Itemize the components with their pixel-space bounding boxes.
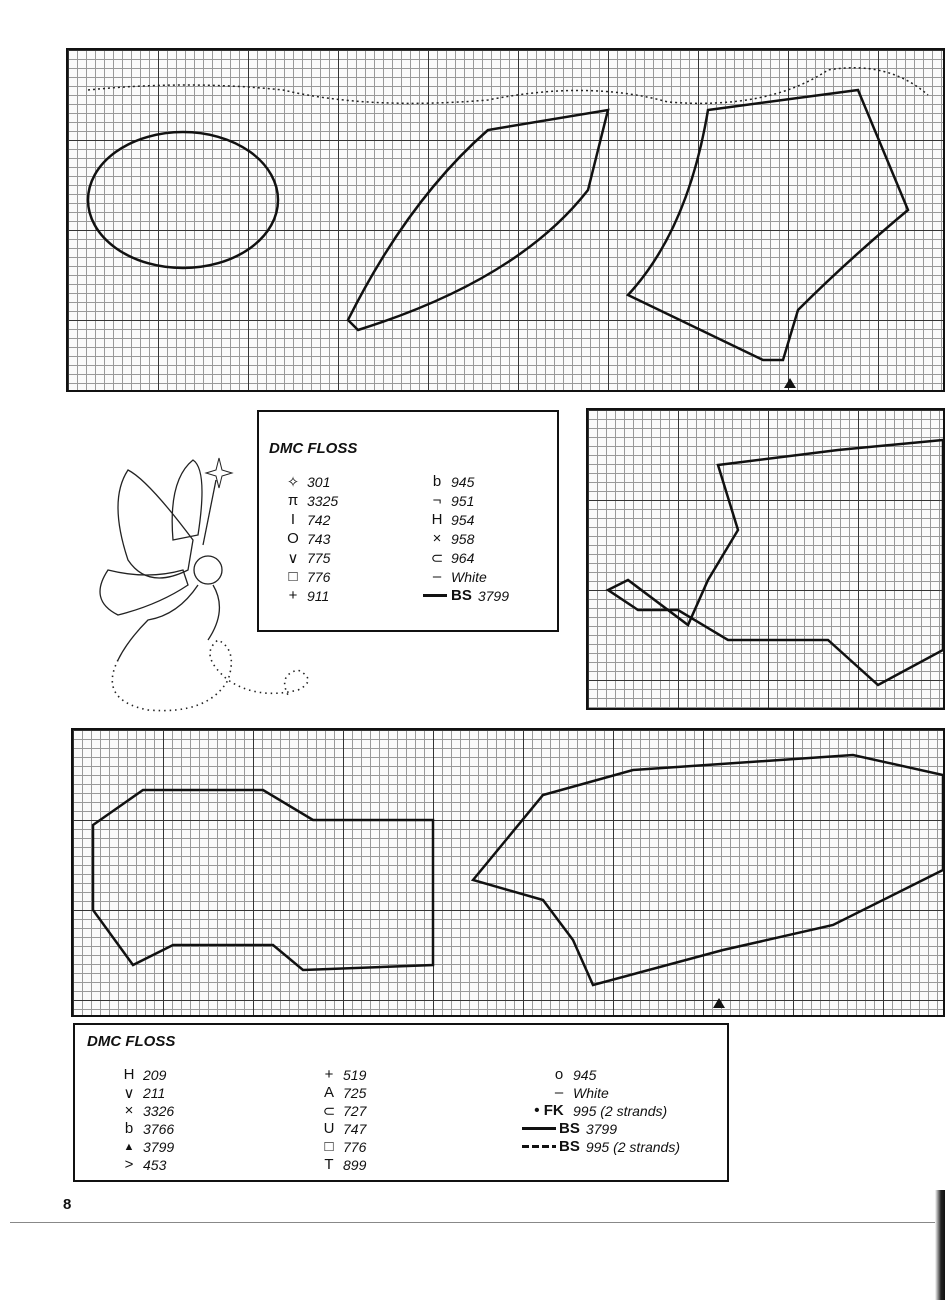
legend-top-row bbox=[279, 491, 338, 510]
floss-number: 995 (2 strands) bbox=[585, 1138, 681, 1155]
floss-number: 3766 bbox=[143, 1120, 175, 1137]
floss-number: 3799 bbox=[585, 1120, 617, 1137]
legend-top-row bbox=[423, 491, 474, 510]
legend-bottom-row bbox=[315, 1137, 366, 1156]
legend-top-title: DMC FLOSS bbox=[269, 440, 358, 457]
legend-top-row bbox=[423, 510, 474, 529]
floss-number: 211 bbox=[143, 1084, 166, 1101]
symbol-icon: + bbox=[324, 1066, 334, 1083]
symbol-icon: A bbox=[323, 1084, 334, 1101]
symbol-icon: H bbox=[431, 511, 443, 528]
floss-number: 899 bbox=[343, 1156, 367, 1173]
floss-number: 725 bbox=[343, 1084, 367, 1101]
floss-number: 958 bbox=[451, 530, 475, 547]
legend-top-row bbox=[423, 529, 474, 548]
symbol-icon: π bbox=[287, 492, 299, 509]
legend-bottom bbox=[73, 1023, 729, 1182]
legend-top-row bbox=[423, 548, 474, 567]
floss-number: 964 bbox=[451, 549, 475, 566]
symbol-icon: H bbox=[123, 1066, 135, 1083]
symbol-icon: ✧ bbox=[286, 473, 300, 491]
floss-number: 775 bbox=[307, 549, 331, 566]
legend-bottom-title: DMC FLOSS bbox=[87, 1033, 176, 1050]
symbol-icon: × bbox=[124, 1102, 134, 1119]
legend-top-row bbox=[279, 548, 330, 567]
symbol-icon: I bbox=[290, 511, 296, 528]
symbol-icon: > bbox=[124, 1156, 134, 1173]
symbol-icon: ⊂ bbox=[430, 549, 444, 567]
floss-number: 301 bbox=[307, 473, 331, 490]
chart-middle-motifs bbox=[588, 410, 943, 708]
symbol-icon: □ bbox=[324, 1138, 334, 1155]
legend-bottom-row bbox=[522, 1119, 617, 1138]
symbol-icon: T bbox=[324, 1156, 334, 1173]
floss-number: 945 bbox=[451, 473, 475, 490]
symbol-icon: × bbox=[432, 530, 442, 547]
symbol-icon: b bbox=[432, 473, 442, 490]
symbol-icon: BS bbox=[559, 1120, 580, 1137]
floss-number: 453 bbox=[143, 1156, 167, 1173]
floss-number: 3799 bbox=[477, 587, 509, 604]
symbol-icon: o bbox=[554, 1066, 564, 1083]
legend-bottom-row bbox=[315, 1083, 366, 1102]
chart-top-motifs bbox=[68, 50, 943, 390]
legend-bottom-row bbox=[115, 1137, 174, 1156]
page-number: 8 bbox=[63, 1196, 72, 1213]
symbol-icon: ∨ bbox=[123, 1084, 135, 1102]
floss-number: 995 (2 strands) bbox=[573, 1102, 668, 1119]
floss-number: 3326 bbox=[143, 1102, 175, 1119]
floss-number: 209 bbox=[143, 1066, 167, 1083]
floss-number: 727 bbox=[343, 1102, 367, 1119]
backstitch-dashed-line-icon bbox=[522, 1145, 556, 1148]
symbol-icon: O bbox=[287, 530, 299, 547]
symbol-icon: b bbox=[124, 1120, 134, 1137]
floss-number: 951 bbox=[451, 492, 475, 509]
legend-top-row bbox=[423, 567, 487, 586]
triangle-icon: ▲ bbox=[123, 1140, 135, 1153]
symbol-icon: BS bbox=[559, 1138, 580, 1155]
backstitch-solid-line-icon bbox=[522, 1127, 556, 1130]
symbol-icon: – bbox=[554, 1084, 564, 1101]
legend-bottom-row bbox=[115, 1065, 166, 1084]
floss-number: White bbox=[573, 1084, 609, 1101]
french-knot-symbol: • FK bbox=[534, 1102, 564, 1119]
legend-top-row bbox=[279, 586, 329, 605]
legend-bottom-row bbox=[315, 1101, 366, 1120]
legend-top-row bbox=[279, 567, 330, 586]
symbol-icon: BS bbox=[451, 587, 472, 604]
floss-number: 911 bbox=[307, 587, 330, 604]
legend-bottom-row bbox=[315, 1155, 366, 1174]
floss-number: 776 bbox=[307, 568, 331, 585]
legend-bottom-row bbox=[115, 1119, 174, 1138]
legend-bottom-row bbox=[115, 1155, 166, 1174]
legend-bottom-row bbox=[522, 1137, 680, 1156]
floss-number: White bbox=[451, 568, 487, 585]
chart-top bbox=[66, 48, 945, 392]
legend-bottom-row bbox=[115, 1083, 165, 1102]
floss-number: 743 bbox=[307, 530, 331, 547]
scan-edge-shadow bbox=[935, 1190, 945, 1300]
legend-top-row bbox=[279, 472, 330, 491]
symbol-icon: U bbox=[323, 1120, 335, 1137]
floss-number: 3325 bbox=[307, 492, 339, 509]
symbol-icon: + bbox=[288, 587, 298, 604]
legend-top-row bbox=[279, 529, 330, 548]
symbol-icon: □ bbox=[288, 568, 298, 585]
chart-bottom bbox=[71, 728, 945, 1017]
chart-middle-right bbox=[586, 408, 945, 710]
legend-bottom-row bbox=[545, 1065, 596, 1084]
page-divider bbox=[10, 1222, 935, 1223]
legend-top-row bbox=[423, 472, 474, 491]
legend-top-row bbox=[279, 510, 330, 529]
symbol-icon: ∨ bbox=[287, 549, 299, 567]
legend-bottom-row bbox=[315, 1065, 366, 1084]
floss-number: 747 bbox=[343, 1120, 367, 1137]
legend-bottom-row bbox=[315, 1119, 366, 1138]
backstitch-line-icon bbox=[423, 594, 447, 597]
symbol-icon: ⊂ bbox=[322, 1102, 336, 1120]
floss-number: 519 bbox=[343, 1066, 367, 1083]
floss-number: 945 bbox=[573, 1066, 597, 1083]
legend-top-row bbox=[423, 586, 509, 605]
legend-top bbox=[257, 410, 559, 632]
symbol-icon: – bbox=[432, 568, 442, 585]
floss-number: 3799 bbox=[143, 1138, 175, 1155]
floss-number: 776 bbox=[343, 1138, 367, 1155]
legend-bottom-row bbox=[545, 1083, 609, 1102]
legend-bottom-row bbox=[525, 1101, 667, 1120]
symbol-icon: ¬ bbox=[432, 492, 442, 509]
chart-bottom-motifs bbox=[73, 730, 943, 1015]
floss-number: 742 bbox=[307, 511, 331, 528]
legend-bottom-row bbox=[115, 1101, 174, 1120]
floss-number: 954 bbox=[451, 511, 475, 528]
